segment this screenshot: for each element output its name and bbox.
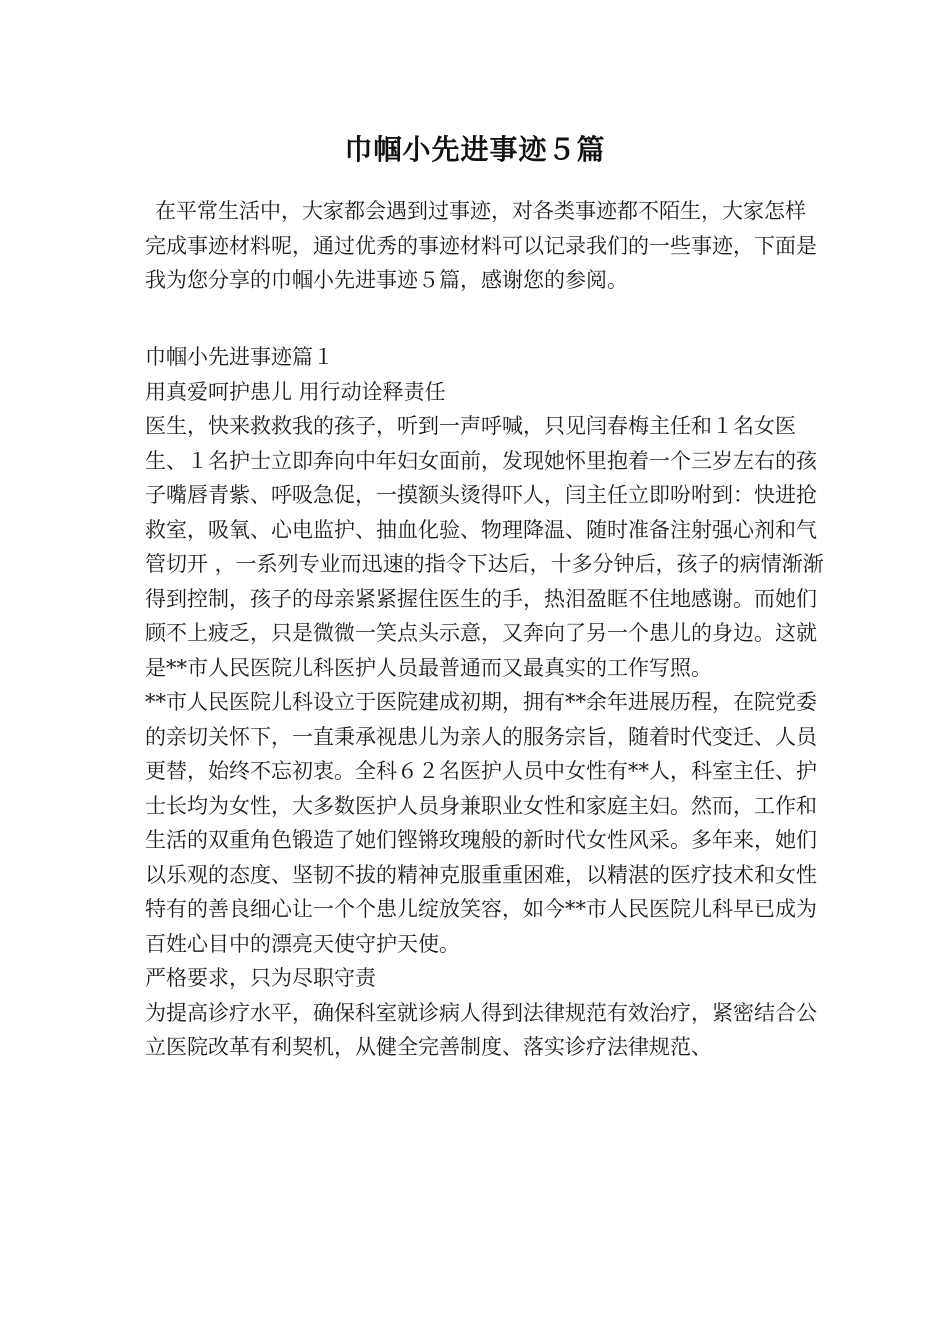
paragraph-department: **市人民医院儿科设立于医院建成初期，拥有**余年进展历程，在院党委的亲切关怀下，一直秉承视患儿为亲人的服务宗旨，随着时代变迁、人员更替，始终不忘初衷。全科６２名医护人员中女性有**人，科室主任、护士长均为女性，大多数医护人员身兼职业女性和家庭主妇。然而，工作和生活的双重角色锻造了她们铿锵玫瑰般的新时代女性风采。多年来，她们以乐观的态度、坚韧不拔的精神克服重重困难，以精湛的医疗技术和女性特有的善良细心让一个个患儿绽放笑容，如今**市人民医院儿科早已成为百姓心目中的漂亮天使守护天使。: [145, 690, 817, 956]
content-block: [145, 340, 825, 1065]
subtitle-requirements: 严格要求，只为尽职守责: [145, 966, 376, 990]
intro-paragraph: 在平常生活中，大家都会遇到过事迹，对各类事迹都不陌生，大家怎样完成事迹材料呢，通过优秀的事迹材料可以记录我们的一些事迹，下面是我为您分享的巾帼小先进事迹５篇，感谢您的参阅。: [145, 199, 817, 292]
paragraph-diagnosis: 为提高诊疗水平，确保科室就诊病人得到法律规范有效治疗，紧密结合公立医院改革有利契机，从健全完善制度、落实诊疗法律规范、: [145, 1000, 817, 1059]
section-heading: 巾帼小先进事迹篇１: [145, 345, 334, 369]
paragraph-rescue: 医生，快来救救我的孩子，听到一声呼喊，只见闫春梅主任和１名女医生、１名护士立即奔向中年妇女面前，发现她怀里抱着一个三岁左右的孩子嘴唇青紫、呼吸急促，一摸额头烫得吓人，闫主任立即吩咐到：快进抢救室，吸氧、心电监护、抽血化验、物理降温、随时准备注射强心剂和气管切开 ，一系列专业而迅速的指令下达后，十多分钟后，孩子的病情渐渐得到控制，孩子的母亲紧紧握住医生的手，热泪盈眶不住地感谢。而她们顾不上疲乏，只是微微一笑点头示意，又奔向了另一个患儿的身边。这就是**市人民医院儿科医护人员最普通而又最真实的工作写照。: [145, 414, 824, 680]
subtitle-care: 用真爱呵护患儿 用行动诠释责任: [145, 379, 446, 404]
intro-block: [145, 194, 825, 298]
document-title: 巾帼小先进事迹５篇: [344, 133, 606, 166]
